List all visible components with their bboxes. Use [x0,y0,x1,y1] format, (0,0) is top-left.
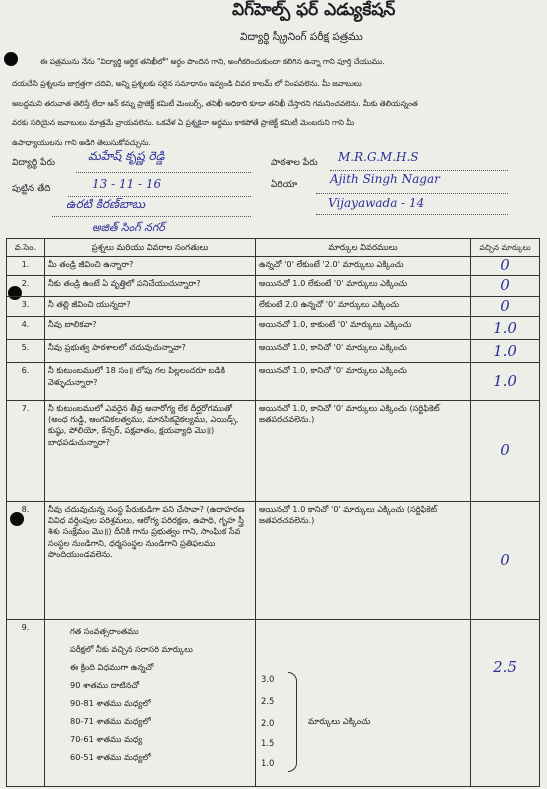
row-2-question: నీకు తండ్రి ఉంటే ఏ వృత్తిలో పనిచేయుచున్నారా? [45,275,256,296]
table-row [7,620,540,787]
row-3-marks: 0 [471,296,540,317]
row-7-marks: 0 [471,400,540,501]
form-subtitle: విద్యార్థి స్క్రీనింగ్ పరీక్ష పత్రము [240,31,363,43]
area-line [316,193,508,194]
row-7-question: నీ కుటుంబములో ఎవరైన తీవ్ర అనారోగ్య లేక దీర్ఘరోగముతో (అంధ గుడ్డి, ఆంగవికలత్వము, మానసికవైకల్యము, ఎయిడ్స్, కుష్ఠు, పోలియో, కేన్సర్, పక్షవాతం, క్షయవ్యాధి మొ॥) బాధపడుచున్నారా? [45,400,256,501]
row-9-line: 90-81 శాతము మధ్యలో [70,698,151,709]
row-9-criteria-cell [256,620,471,787]
school-name-line [330,170,508,171]
row-9-line: 90 శాతము దాటినచో [70,680,140,691]
city-value: Vijayawada - 14 [328,196,425,210]
table-row [7,400,540,501]
row-5-criteria: అయినచో 1.0, కానిచో '0' మార్కులు ఎక్కించు [256,340,471,363]
screening-table [6,238,540,787]
row-9-line: 70-61 శాతము మధ్య [70,734,143,745]
row-3-question: నీ తల్లి జీవించి యున్నదా? [45,296,256,317]
row-3-sno: 3. [7,296,45,317]
row-7-sno: 7. [7,400,45,501]
row-8-criteria: అయినచో 1.0 కానిచో '0' మార్కులు ఎక్కించు (సర్టిఫికెట్ జతపరచవలెను.) [256,501,471,620]
intro-line-3: అబద్దమని తరువాత తెలిస్తే లేదా ఆన్ కన్ను ప్రాజెక్ట్ కమిటీ మెంబర్స్, తనిఖీ అధికారి కూడా తనిఖీ చేస్తారని గమనించవలెను. మీకు తెలియన్నంత [12,99,418,108]
row-9-line: పరీక్షలో నీకు వచ్చిన సరాసరి మార్కులు [70,644,193,655]
area-label: ఏరియా [271,180,298,190]
row-9-marks: 2.5 [471,620,540,787]
scale-value: 1.0 [261,758,275,769]
row-9-line: 80-71 శాతము మధ్యలో [70,716,151,727]
table-header-row [7,239,540,257]
intro-line-1: ఈ పత్రమును నేను "విద్యార్థి ఆర్థిక తనిఖీలో" అర్ధం పొందిన గాని, అంగీకరించుకుందా కలిగిన ఉన్నా గాని పూర్తి చేయుము. [40,57,385,66]
intro-line-4: వరకు సరియైన జవాబులు మాత్రమే వ్రాయవలెను. ఒకవేళ ఏ ప్రశ్నకైనా అర్థము కాకపోతే ప్రాజెక్ట్ కమిటీ మెంబరుని గాని మీ [12,118,355,127]
student-name-value: మహేష్ కృష్ణ రెడ్డి [88,149,165,163]
col-criteria-header: మార్కుల వివరములు [256,239,471,257]
row-1-question: మీ తండ్రి జీవించి ఉన్నారా? [45,257,256,276]
row-8-question: నీవు చదువుచున్న సంస్థ పేరుకుడిగా పని చేసావా? (ఉదాహరణ వివిధ వర్తింపుల పరిశ్రమలు, ఆరోగ్య పరిరక్షణ, ఉపాధి, గృహ స్త్రీ శిశు సంక్షేమం మొ॥) దీనికి గాను ప్రభుత్వం గాని, సాంఘిక సేవ సంస్థల నుండిగాని, ధర్మసంస్థల నుండిగాని ప్రతిఫలము పొందియుండవలెను. [45,501,256,620]
row-1-criteria: ఉన్నచో '0' లేకుంటే '2.0' మార్కులు ఎక్కించు [256,257,471,276]
row-2-marks: 0 [471,275,540,296]
row-1-sno: 1. [7,257,45,276]
row-1-marks: 0 [471,257,540,276]
row-6-marks: 1.0 [471,363,540,400]
table-row [7,257,540,276]
address-line-1: ఉరటి కిరణ్‌బాబు [66,197,146,211]
table-row [7,296,540,317]
col-marks-header: వచ్చిన మార్కులు [471,239,540,257]
city-line [316,214,508,215]
school-name-label: పాఠశాల పేరు [271,158,318,168]
row-8-sno: 8. [7,501,45,620]
row-5-question: నీవు ప్రభుత్వ పాఠశాలలో చదువుచున్నావా? [45,340,256,363]
table-row [7,340,540,363]
row-6-criteria: అయినచో 1.0, కానిచో '0' మార్కులు ఎక్కించు [256,363,471,400]
scale-value: 2.5 [261,696,275,707]
area-value: Ajith Singh Nagar [330,172,440,186]
col-question-header: ప్రశ్నలు మరియు వివరాల సంగతులు [45,239,256,257]
address-line-2: అజిత్ సింగ్ నగర్ [92,221,165,234]
table-row [7,275,540,296]
form-title: విగ్‌హెల్ప్ ఫర్ ఎడ్యుకేషన్ [232,0,396,20]
row-9-line: ఈ క్రింది విధముగా ఉన్నచో [70,662,154,673]
row-4-sno: 4. [7,317,45,340]
row-8-marks: 0 [471,501,540,620]
school-name-value: M.R.G.M.H.S [338,150,419,164]
row-5-sno: 5. [7,340,45,363]
row-3-criteria: లేకుంటే 2.0 ఉన్నచో '0' మార్కులు ఎక్కించు [256,296,471,317]
dob-label: పుట్టిన తేది [12,184,51,194]
scale-brace [288,672,297,772]
row-4-criteria: అయినచో 1.0, కాకుంటే '0' మార్కులు ఎక్కించు [256,317,471,340]
table-row [7,363,540,400]
scale-value: 1.5 [261,738,275,749]
scale-value: 2.0 [261,718,275,729]
row-5-marks: 1.0 [471,340,540,363]
address-line-1-rule [52,216,251,217]
row-9-line: గత సంవత్సరాంతము [70,626,139,637]
row-6-sno: 6. [7,363,45,400]
row-9-line: 60-51 శాతము మధ్యలో [70,752,151,763]
table-row [7,501,540,620]
col-sno-header: వ.సెం. [7,239,45,257]
scale-value: 3.0 [261,674,275,685]
row-7-criteria: అయినచో 1.0, కానిచో '0' మార్కులు ఎక్కించు (సర్టిఫికెట్ జతపరచవలెను.) [256,400,471,501]
row-9-question [45,620,256,787]
intro-line-5: ఉపాధ్యాయులను గాని అడిగి తెలుసుకోవచ్చును. [12,138,151,147]
row-4-question: నీవు బాలికవా? [45,317,256,340]
row-9-sno: 9. [7,620,45,787]
row-9-criteria: మార్కులు ఎక్కించు [308,716,371,727]
row-6-question: నీ కుటుంబములో 18 సం॥ లోపు గల పిల్లలందరూ బడికి వెళ్ళుచున్నారా? [45,363,256,400]
row-4-marks: 1.0 [471,317,540,340]
table-row [7,317,540,340]
punch-hole-top [4,52,18,66]
dob-value: 13 - 11 - 16 [92,177,162,191]
student-name-line [76,172,251,173]
student-name-label: విద్యార్థి పేరు [12,158,55,168]
intro-line-2: దయచేసి ప్రశ్నలను జాగ్రత్తగా చదివి, అన్ని ప్రశ్నలకు సరైన సమాధానం ఇవ్వండి చివర కాలమ్ లో నింపవలెను. మీ జవాబులు [12,79,362,88]
row-2-sno: 2. [7,275,45,296]
row-2-criteria: అయినచో 1.0 లేకుంటే '0' మార్కులు ఎక్కించు [256,275,471,296]
